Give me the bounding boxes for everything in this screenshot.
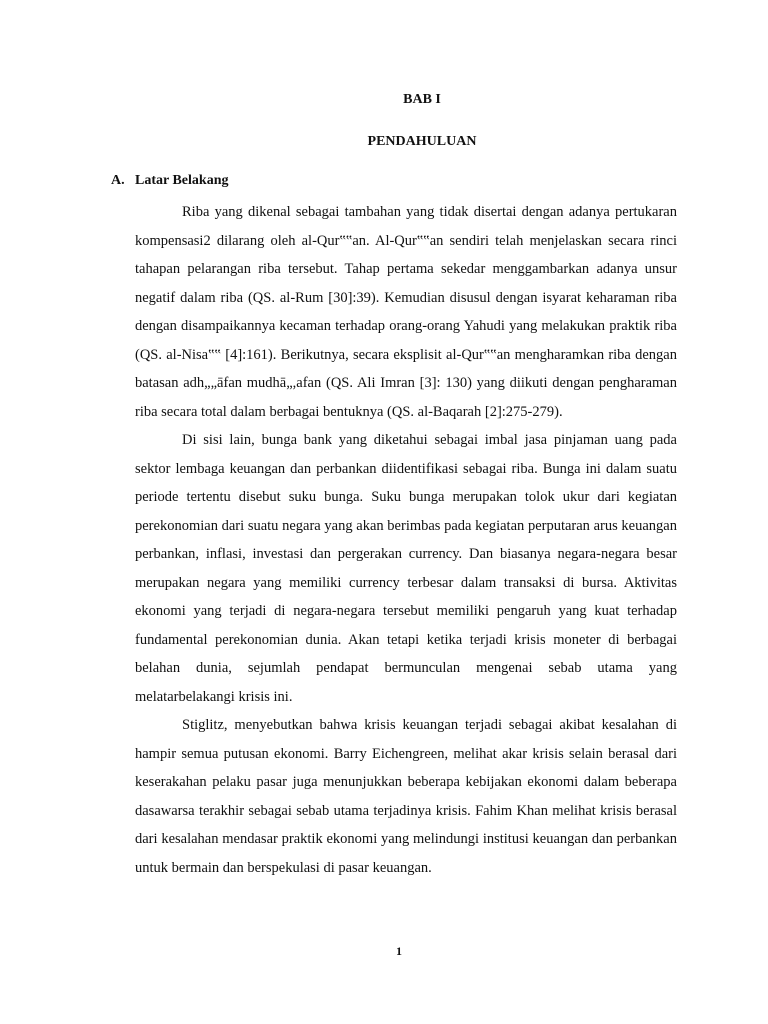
section-number: A.: [111, 173, 125, 188]
paragraph-1: Riba yang dikenal sebagai tambahan yang tidak disertai dengan adanya pertukaran kompensasi2 dilarang oleh al-Qur‟‟an. Al-Qur‟‟an sendiri telah menjelaskan secara rinci tahapan pelarangan riba tersebut. Tahap pertama sekedar menggambarkan adanya unsur negatif dalam riba (QS. al-Rum [30]:39). Kemudian disusul dengan isyarat keharaman riba dengan disampaikannya kecaman terhadap orang-orang Yahudi yang melakukan praktik riba (QS. al-Nisa‟‟ [4]:161). Berikutnya, secara eksplisit al-Qur‟‟an mengharamkan riba dengan batasan adh„„āfan mudhā„,afan (QS. Ali Imran [3]: 130) yang diikuti dengan pengharaman riba secara total dalam berbagai bentuknya (QS. al-Baqarah [2]:275-279).: [135, 204, 677, 420]
paragraph-3: Stiglitz, menyebutkan bahwa krisis keuangan terjadi sebagai akibat kesalahan di hampir semua putusan ekonomi. Barry Eichengreen, melihat akar krisis selain berasal dari keserakahan pelaku pasar juga menunjukkan beberapa kebijakan ekonomi dalam beberapa dasawarsa terakhir sebagai sebab utama terjadinya krisis. Fahim Khan melihat krisis berasal dari kesalahan mendasar praktik ekonomi yang melindungi institusi keuangan dan perbankan untuk bermain dan berspekulasi di pasar keuangan.: [135, 717, 677, 876]
page-number: 1: [396, 944, 402, 958]
chapter-title: PENDAHULUAN: [367, 134, 477, 149]
body-text: [135, 198, 677, 882]
section-heading: [111, 173, 228, 189]
chapter-number: BAB I: [403, 92, 441, 107]
paragraph-2: Di sisi lain, bunga bank yang diketahui sebagai imbal jasa pinjaman uang pada sektor lembaga keuangan dan perbankan diidentifikasi sebagai riba. Bunga ini dalam suatu periode tertentu disebut suku bunga. Suku bunga merupakan tolok ukur dari kegiatan perekonomian dari suatu negara yang akan berimbas pada kegiatan perputaran arus keuangan perbankan, inflasi, investasi dan pergerakan currency. Dan biasanya negara-negara besar merupakan negara yang memiliki currency terbesar dalam transaksi di bursa. Aktivitas ekonomi yang terjadi di negara-negara tersebut memiliki pengaruh yang kuat terhadap fundamental perekonomian dunia. Akan tetapi ketika terjadi krisis moneter di berbagai belahan dunia, sejumlah pendapat bermunculan mengenai sebab utama yang melatarbelakangi krisis ini.: [135, 432, 677, 705]
section-title: Latar Belakang: [135, 173, 229, 188]
